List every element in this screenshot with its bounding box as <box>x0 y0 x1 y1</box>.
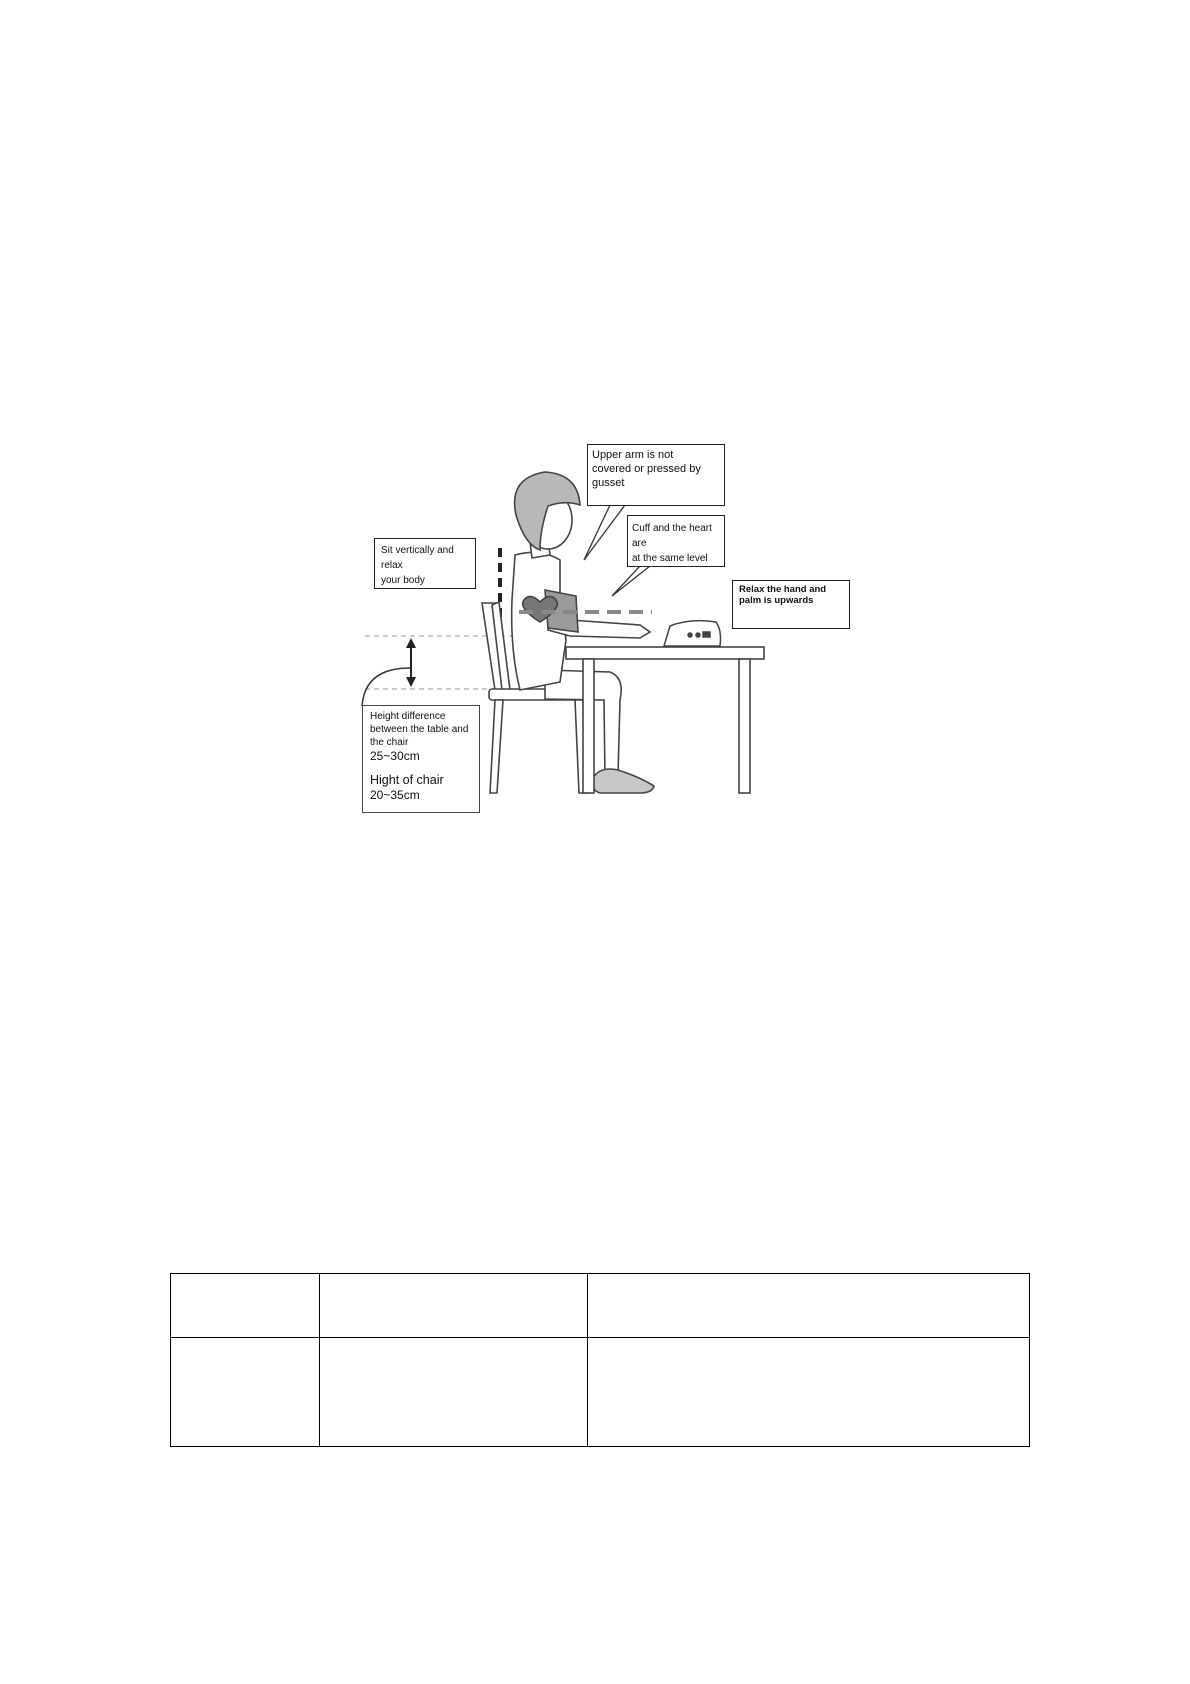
upper-arm-callout <box>587 444 725 506</box>
relax-hand-callout <box>732 580 850 629</box>
chair-height-value: 20~35cm <box>370 788 420 802</box>
table-cell <box>171 1338 320 1447</box>
table-chair-difference-value: 25~30cm <box>370 749 420 763</box>
arm-callout-line: covered or pressed by <box>592 463 701 475</box>
height-callout-connector <box>362 668 410 706</box>
cuff-callout-line: Cuff and the heart are <box>632 523 712 549</box>
table-row <box>171 1338 1030 1447</box>
table-row <box>171 1274 1030 1338</box>
sit-callout-line: Sit vertically and relax <box>381 545 454 571</box>
table-cell <box>320 1274 588 1338</box>
cuff-callout-line: at the same level <box>632 553 708 564</box>
bp-monitor-device <box>664 621 721 646</box>
hand-callout-line: Relax the hand and <box>739 584 827 595</box>
table-cell <box>320 1338 588 1447</box>
cuff-heart-level-callout <box>627 515 725 567</box>
table-cell <box>588 1338 1030 1447</box>
table-cell <box>171 1274 320 1338</box>
height-callout-line: the chair <box>370 737 409 748</box>
chair-height-label: Hight of chair <box>370 773 444 787</box>
empty-table <box>170 1273 1030 1447</box>
arm-callout-line: Upper arm is not <box>592 449 674 461</box>
height-difference-arrow <box>406 638 416 687</box>
arm-callout-line: gusset <box>592 477 625 489</box>
hand-callout-line: palm is upwards <box>739 595 814 606</box>
sit-callout-line: your body <box>381 575 425 586</box>
height-callout-line: between the table and <box>370 724 469 735</box>
table <box>566 647 764 793</box>
sit-vertically-callout <box>374 538 476 589</box>
height-difference-callout <box>362 705 480 813</box>
height-callout-line: Height difference <box>370 711 446 722</box>
cuff-callout-pointer <box>612 566 650 596</box>
arm-callout-pointer <box>584 505 625 560</box>
table-cell <box>588 1274 1030 1338</box>
